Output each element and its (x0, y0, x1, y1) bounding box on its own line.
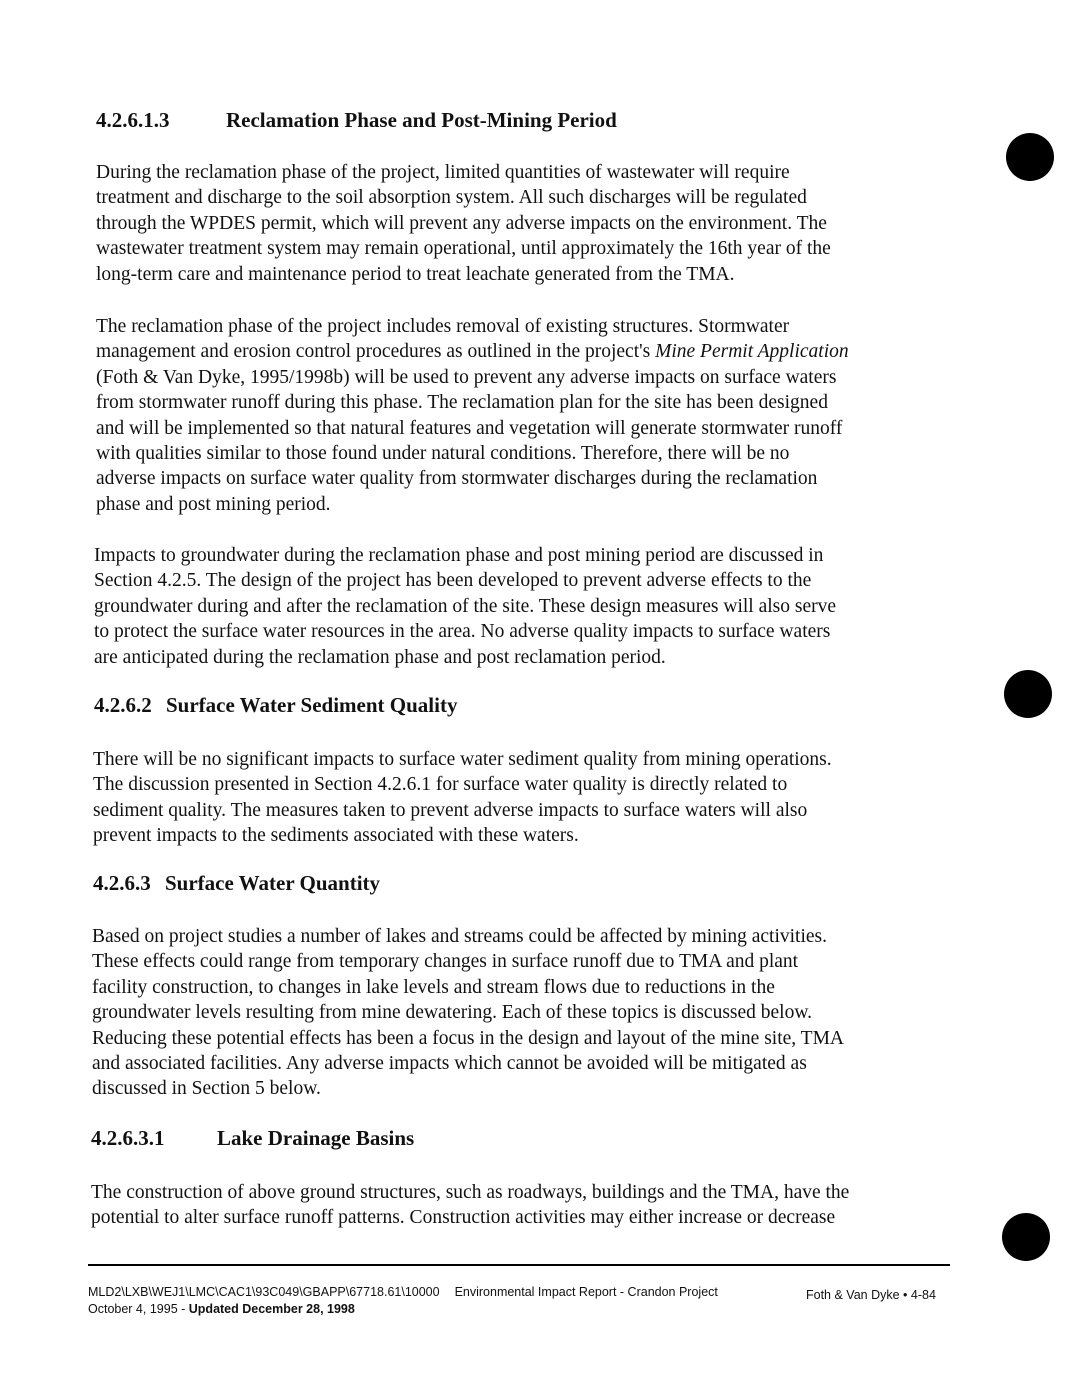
text-line: Section 4.2.5. The design of the project has been developed to prevent adverse effects to the (94, 570, 812, 592)
text-line: prevent impacts to the sediments associated with these waters. (93, 825, 579, 847)
text-line: The construction of above ground structures, such as roadways, buildings and the TMA, have the (91, 1182, 850, 1203)
text-line: During the reclamation phase of the project, limited quantities of wastewater will require (96, 162, 790, 183)
text-line: These effects could range from temporary changes in surface runoff due to TMA and plant (92, 951, 799, 973)
text-line: treatment and discharge to the soil absorption system. All such discharges will be regulated (96, 187, 807, 209)
text-line: through the WPDES permit, which will prevent any adverse impacts on the environment. The (96, 212, 827, 234)
margin-dot (1006, 133, 1054, 181)
paragraph (96, 160, 831, 287)
section-title: Reclamation Phase and Post-Mining Period (226, 108, 617, 132)
text-line: sediment quality. The measures taken to prevent adverse impacts to surface waters will also (93, 799, 808, 821)
text-line: and associated facilities. Any adverse impacts which cannot be avoided will be mitigated as (92, 1053, 807, 1075)
text-fragment: management and erosion control procedures as outlined in the project's (96, 341, 651, 363)
text-line: and will be implemented so that natural features and vegetation will generate stormwater runoff (96, 417, 843, 439)
text-line: long-term care and maintenance period to treat leachate generated from the TMA. (96, 263, 735, 285)
footer-file-path: MLD2\LXB\WEJ1\LMC\CAC1\93C049\GBAPP\67718.61\10000 (88, 1285, 440, 1299)
text-line (96, 339, 849, 364)
text-line: potential to alter surface runoff patterns. Construction activities may either increase or decrease (91, 1207, 836, 1229)
text-line: phase and post mining period. (96, 493, 331, 515)
footer-path (88, 1285, 718, 1299)
section-number: 4.2.6.3.1 (91, 1126, 165, 1150)
text-line: from stormwater runoff during this phase. The reclamation plan for the site has been designed (96, 392, 828, 414)
text-line: Reducing these potential effects has been a focus in the design and layout of the mine site, TMA (92, 1027, 844, 1049)
paragraph (94, 543, 836, 670)
footer-date (88, 1302, 355, 1316)
text-line: There will be no significant impacts to surface water sediment quality from mining operations. (93, 749, 832, 770)
section-heading (94, 693, 457, 718)
section-heading (96, 108, 617, 133)
paragraph (93, 747, 832, 849)
footer-report-title: Environmental Impact Report - Crandon Project (454, 1285, 718, 1299)
section-number: 4.2.6.1.3 (96, 108, 170, 132)
text-line: facility construction, to changes in lake levels and stream flows due to reductions in the (92, 976, 775, 998)
footer-rule (88, 1264, 950, 1266)
section-heading (93, 871, 380, 896)
text-line: adverse impacts on surface water quality from stormwater discharges during the reclamation (96, 468, 818, 490)
text-line: Based on project studies a number of lakes and streams could be affected by mining activities. (92, 926, 828, 947)
section-title: Surface Water Quantity (165, 871, 381, 895)
text-line: The discussion presented in Section 4.2.6.1 for surface water quality is directly related to (93, 774, 788, 796)
text-line: groundwater levels resulting from mine dewatering. Each of these topics is discussed below. (92, 1002, 813, 1024)
paragraph (91, 1180, 849, 1231)
section-number: 4.2.6.2 (94, 693, 152, 717)
text-line: discussed in Section 5 below. (92, 1078, 321, 1100)
paragraph (96, 314, 849, 517)
margin-dot (1002, 1213, 1050, 1261)
section-number: 4.2.6.3 (93, 871, 151, 895)
paragraph (92, 924, 844, 1102)
text-line: to protect the surface water resources in the area. No adverse quality impacts to surface waters (94, 621, 831, 643)
text-line: with qualities similar to those found under natural conditions. Therefore, there will be no (96, 443, 790, 465)
text-line: groundwater during and after the reclamation of the site. These design measures will also serve (94, 595, 837, 617)
text-line: The reclamation phase of the project includes removal of existing structures. Stormwater (96, 316, 790, 337)
section-heading (91, 1126, 414, 1151)
text-line: are anticipated during the reclamation phase and post reclamation period. (94, 646, 666, 668)
italic-title: Mine Permit Application (655, 341, 849, 363)
text-line: (Foth & Van Dyke, 1995/1998b) will be used to prevent any adverse impacts on surface waters (96, 366, 837, 388)
margin-dot (1004, 670, 1052, 718)
footer-date-original: October 4, 1995 - (88, 1302, 186, 1316)
footer-date-updated: Updated December 28, 1998 (188, 1302, 355, 1316)
footer-page-number: Foth & Van Dyke • 4-84 (806, 1288, 936, 1302)
text-line: Impacts to groundwater during the reclamation phase and post mining period are discussed in (94, 545, 824, 566)
text-line: wastewater treatment system may remain operational, until approximately the 16th year of the (96, 238, 831, 260)
section-title: Lake Drainage Basins (217, 1126, 415, 1150)
section-title: Surface Water Sediment Quality (166, 693, 458, 717)
